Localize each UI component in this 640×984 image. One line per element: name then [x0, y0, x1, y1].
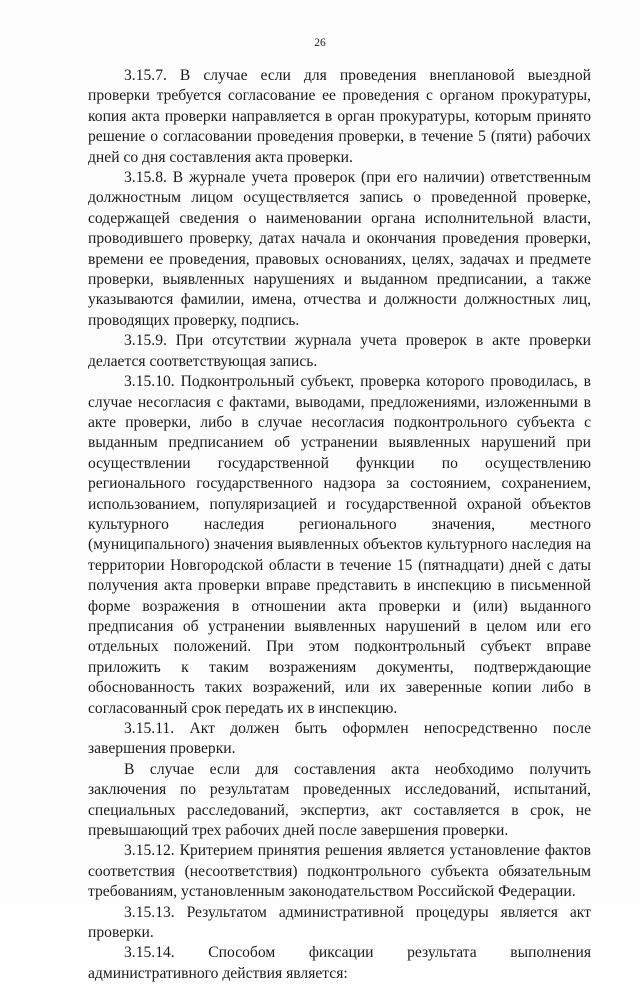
paragraph-3-15-12: 3.15.12. Критерием принятия решения является установление фактов соответствия (несоответствия) подконтрольного субъекта обязательным требованиям, установленным законодательством Российской Федерации. [88, 842, 591, 901]
paragraph-3-15-13: 3.15.13. Результатом административной процедуры является акт проверки. [88, 903, 591, 942]
paragraph-3-15-10: 3.15.10. Подконтрольный субъект, проверка которого проводилась, в случае несогласия с фактами, выводами, предложениями, изложенными в акте проверки, либо в случае несогласия подконтрольного субъекта с выданным предписанием об устранении выявленных нарушений при осуществлении государственной функции по осуществлению регионального государственного надзора за состоянием, сохранением, использованием, популяризацией и государственной охраной объектов культурного наследия регионального значения, местного (муниципального) значения выявленных объектов культурного наследия на территории Новгородской области в течение 15 (пятнадцати) дней с даты получения акта проверки вправе представить в инспекцию в письменной форме возражения в отношении акта проверки и (или) выданного предписания об устранении выявленных нарушений в целом или его отдельных положений. При этом подконтрольный субъект вправе приложить к таким возражениям документы, подтверждающие обоснованность таких возражений, или их заверенные копии либо в согласованный срок передать их в инспекцию. [88, 373, 591, 717]
document-body [88, 66, 591, 984]
page-number: 26 [314, 37, 326, 49]
paragraph-3-15-11-continued: В случае если для составления акта необходимо получить заключения по результатам проведенных исследований, испытаний, специальных расследований, экспертиз, акт составляется в срок, не превышающий трех рабочих дней после завершения проверки. [88, 760, 591, 840]
paragraph-3-15-9: 3.15.9. При отсутствии журнала учета проверок в акте проверки делается соответствующая запись. [88, 332, 591, 370]
paragraph-3-15-14: 3.15.14. Способом фиксации результата выполнения административного действия является: [88, 944, 591, 982]
paragraph-3-15-7: 3.15.7. В случае если для проведения внеплановой выездной проверки требуется согласование ее проведения с органом прокуратуры, копия акта проверки направляется в орган прокуратуры, которым принято решение о согласовании проведения проверки, в течение 5 (пяти) рабочих дней со дня составления акта проверки. [88, 67, 591, 166]
paragraph-3-15-11: 3.15.11. Акт должен быть оформлен непосредственно после завершения проверки. [88, 720, 591, 758]
paragraph-3-15-8: 3.15.8. В журнале учета проверок (при его наличии) ответственным должностным лицом осуществляется запись о проведенной проверке, содержащей сведения о наименовании органа исполнительной власти, проводившего проверку, датах начала и окончания проведения проверки, времени ее проведения, правовых основаниях, целях, задачах и предмете проверки, выявленных нарушениях и выданном предписании, а также указываются фамилии, имена, отчества и должности должностных лиц, проводящих проверку, подпись. [88, 169, 591, 329]
